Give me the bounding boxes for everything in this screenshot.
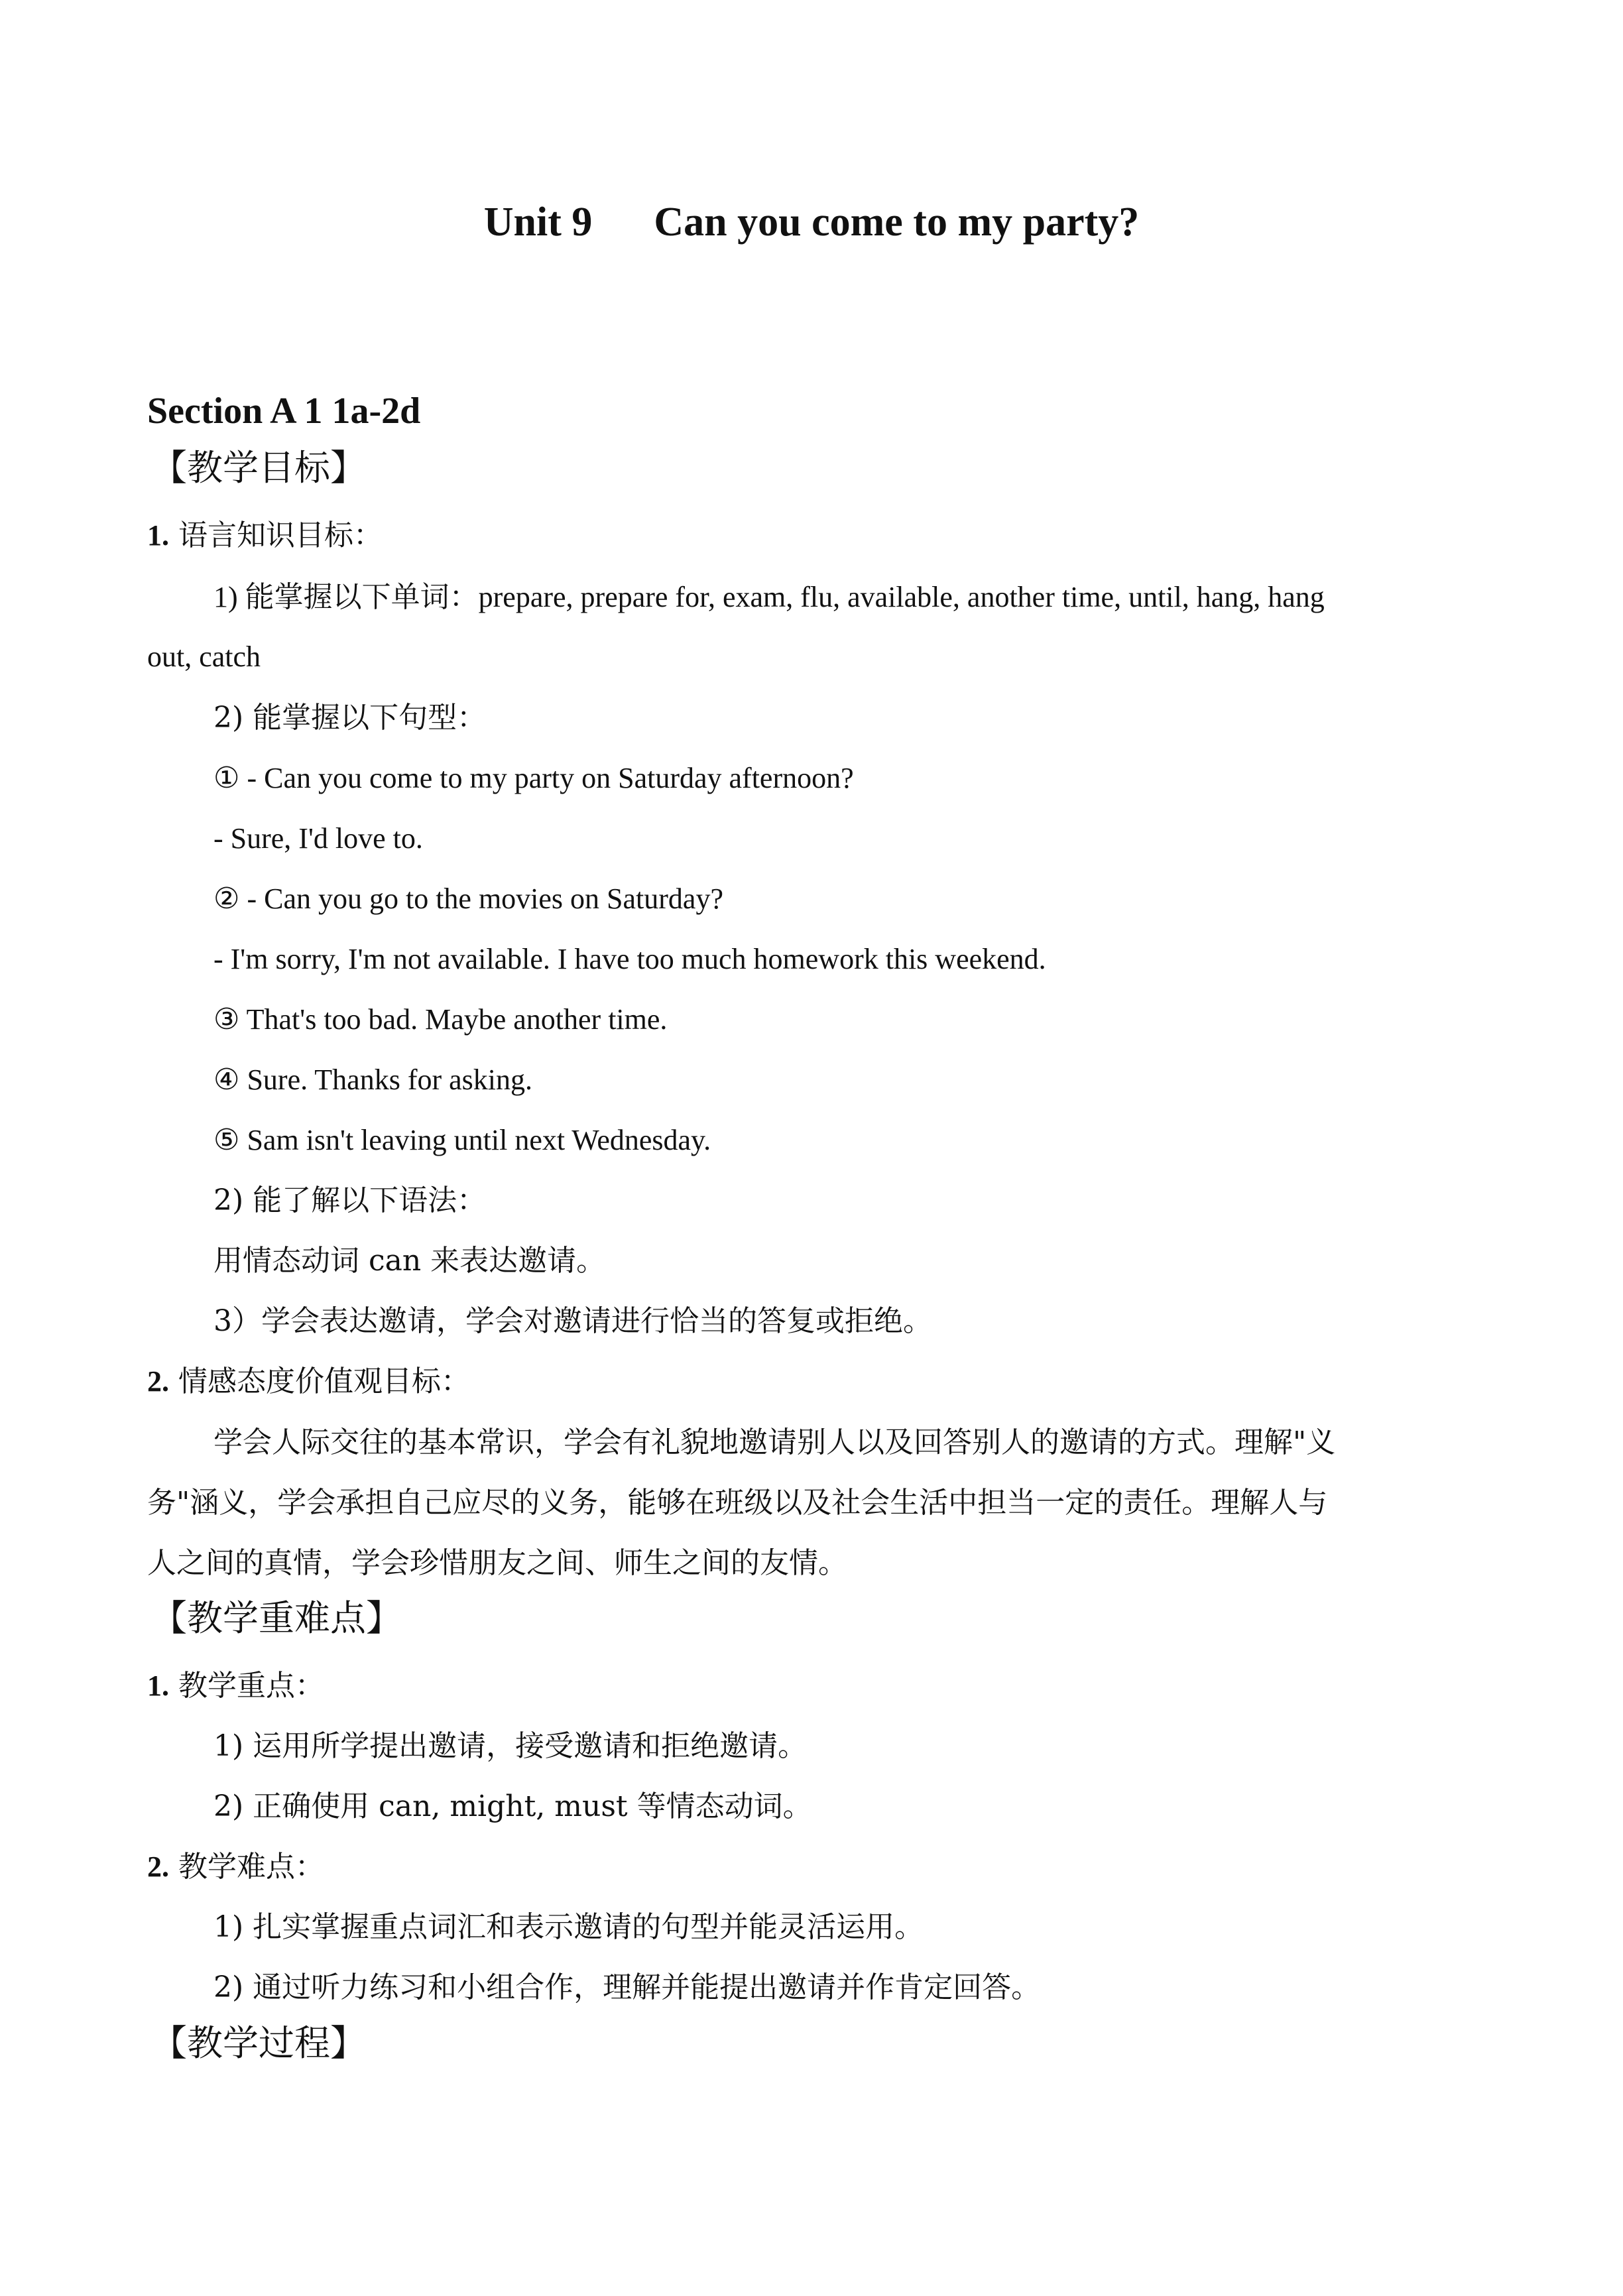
focus-item: 1) 运用所学提出邀请，接受邀请和拒绝邀请。 bbox=[213, 1729, 808, 1763]
difficulty-item: 1) 扎实掌握重点词汇和表示邀请的句型并能灵活运用。 bbox=[213, 1910, 924, 1944]
difficulty-label bbox=[147, 1848, 324, 1886]
sentence-item: ⑤ Sam isn't leaving until next Wednesday. bbox=[213, 1124, 711, 1156]
key-points-heading: 【教学重难点】 bbox=[151, 1597, 402, 1639]
section-heading: Section A 1 1a-2d bbox=[147, 391, 421, 432]
process-heading: 【教学过程】 bbox=[151, 2022, 366, 2064]
vocab-line-2: out, catch bbox=[147, 640, 261, 673]
grammar-text: 用情态动词 can 来表达邀请。 bbox=[213, 1244, 606, 1278]
difficulty-number: 2. bbox=[147, 1850, 169, 1883]
grammar-label: 2) 能了解以下语法： bbox=[213, 1183, 487, 1217]
skill-text: 3）学会表达邀请，学会对邀请进行恰当的答复或拒绝。 bbox=[213, 1304, 932, 1338]
sentence-item: ③ That's too bad. Maybe another time. bbox=[213, 1003, 668, 1036]
objectives-heading: 【教学目标】 bbox=[151, 447, 366, 489]
emotion-paragraph-line: 人之间的真情，学会珍惜朋友之间、师生之间的友情。 bbox=[147, 1546, 847, 1580]
focus-item: 2) 正确使用 can, might, must 等情态动词。 bbox=[213, 1789, 812, 1823]
focus-text: 教学重点： bbox=[178, 1669, 324, 1703]
sentence-item: - I'm sorry, I'm not available. I have too much homework this weekend. bbox=[213, 943, 1046, 975]
sentence-item: ④ Sure. Thanks for asking. bbox=[213, 1063, 533, 1096]
vocab-line-1: 1) 能掌握以下单词：prepare, prepare for, exam, flu, available, another time, until, hang, hang bbox=[213, 581, 1325, 613]
knowledge-goal-number: 1. bbox=[147, 519, 169, 552]
focus-label bbox=[147, 1667, 324, 1705]
emotion-goal-number: 2. bbox=[147, 1365, 169, 1398]
emotion-goal-label bbox=[147, 1363, 470, 1400]
page-title: Unit 9 Can you come to my party? bbox=[483, 200, 1140, 245]
focus-number: 1. bbox=[147, 1669, 169, 1702]
sentence-item: - Sure, I'd love to. bbox=[213, 822, 423, 855]
difficulty-text: 教学难点： bbox=[178, 1850, 324, 1884]
emotion-goal-text: 情感态度价值观目标： bbox=[178, 1364, 470, 1398]
emotion-paragraph-line: 务"涵义，学会承担自己应尽的义务，能够在班级以及社会生活中担当一定的责任。理解人与 bbox=[147, 1486, 1328, 1520]
difficulty-item: 2) 通过听力练习和小组合作，理解并能提出邀请并作肯定回答。 bbox=[213, 1970, 1041, 2004]
knowledge-goal-label bbox=[147, 517, 383, 554]
sentence-patterns-label: 2) 能掌握以下句型： bbox=[213, 701, 487, 735]
knowledge-goal-text: 语言知识目标： bbox=[178, 518, 383, 552]
sentence-item: ② - Can you go to the movies on Saturday? bbox=[213, 882, 723, 915]
emotion-paragraph-line: 学会人际交往的基本常识，学会有礼貌地邀请别人以及回答别人的邀请的方式。理解"义 bbox=[213, 1425, 1336, 1459]
sentence-item: ① - Can you come to my party on Saturday afternoon? bbox=[213, 762, 854, 794]
